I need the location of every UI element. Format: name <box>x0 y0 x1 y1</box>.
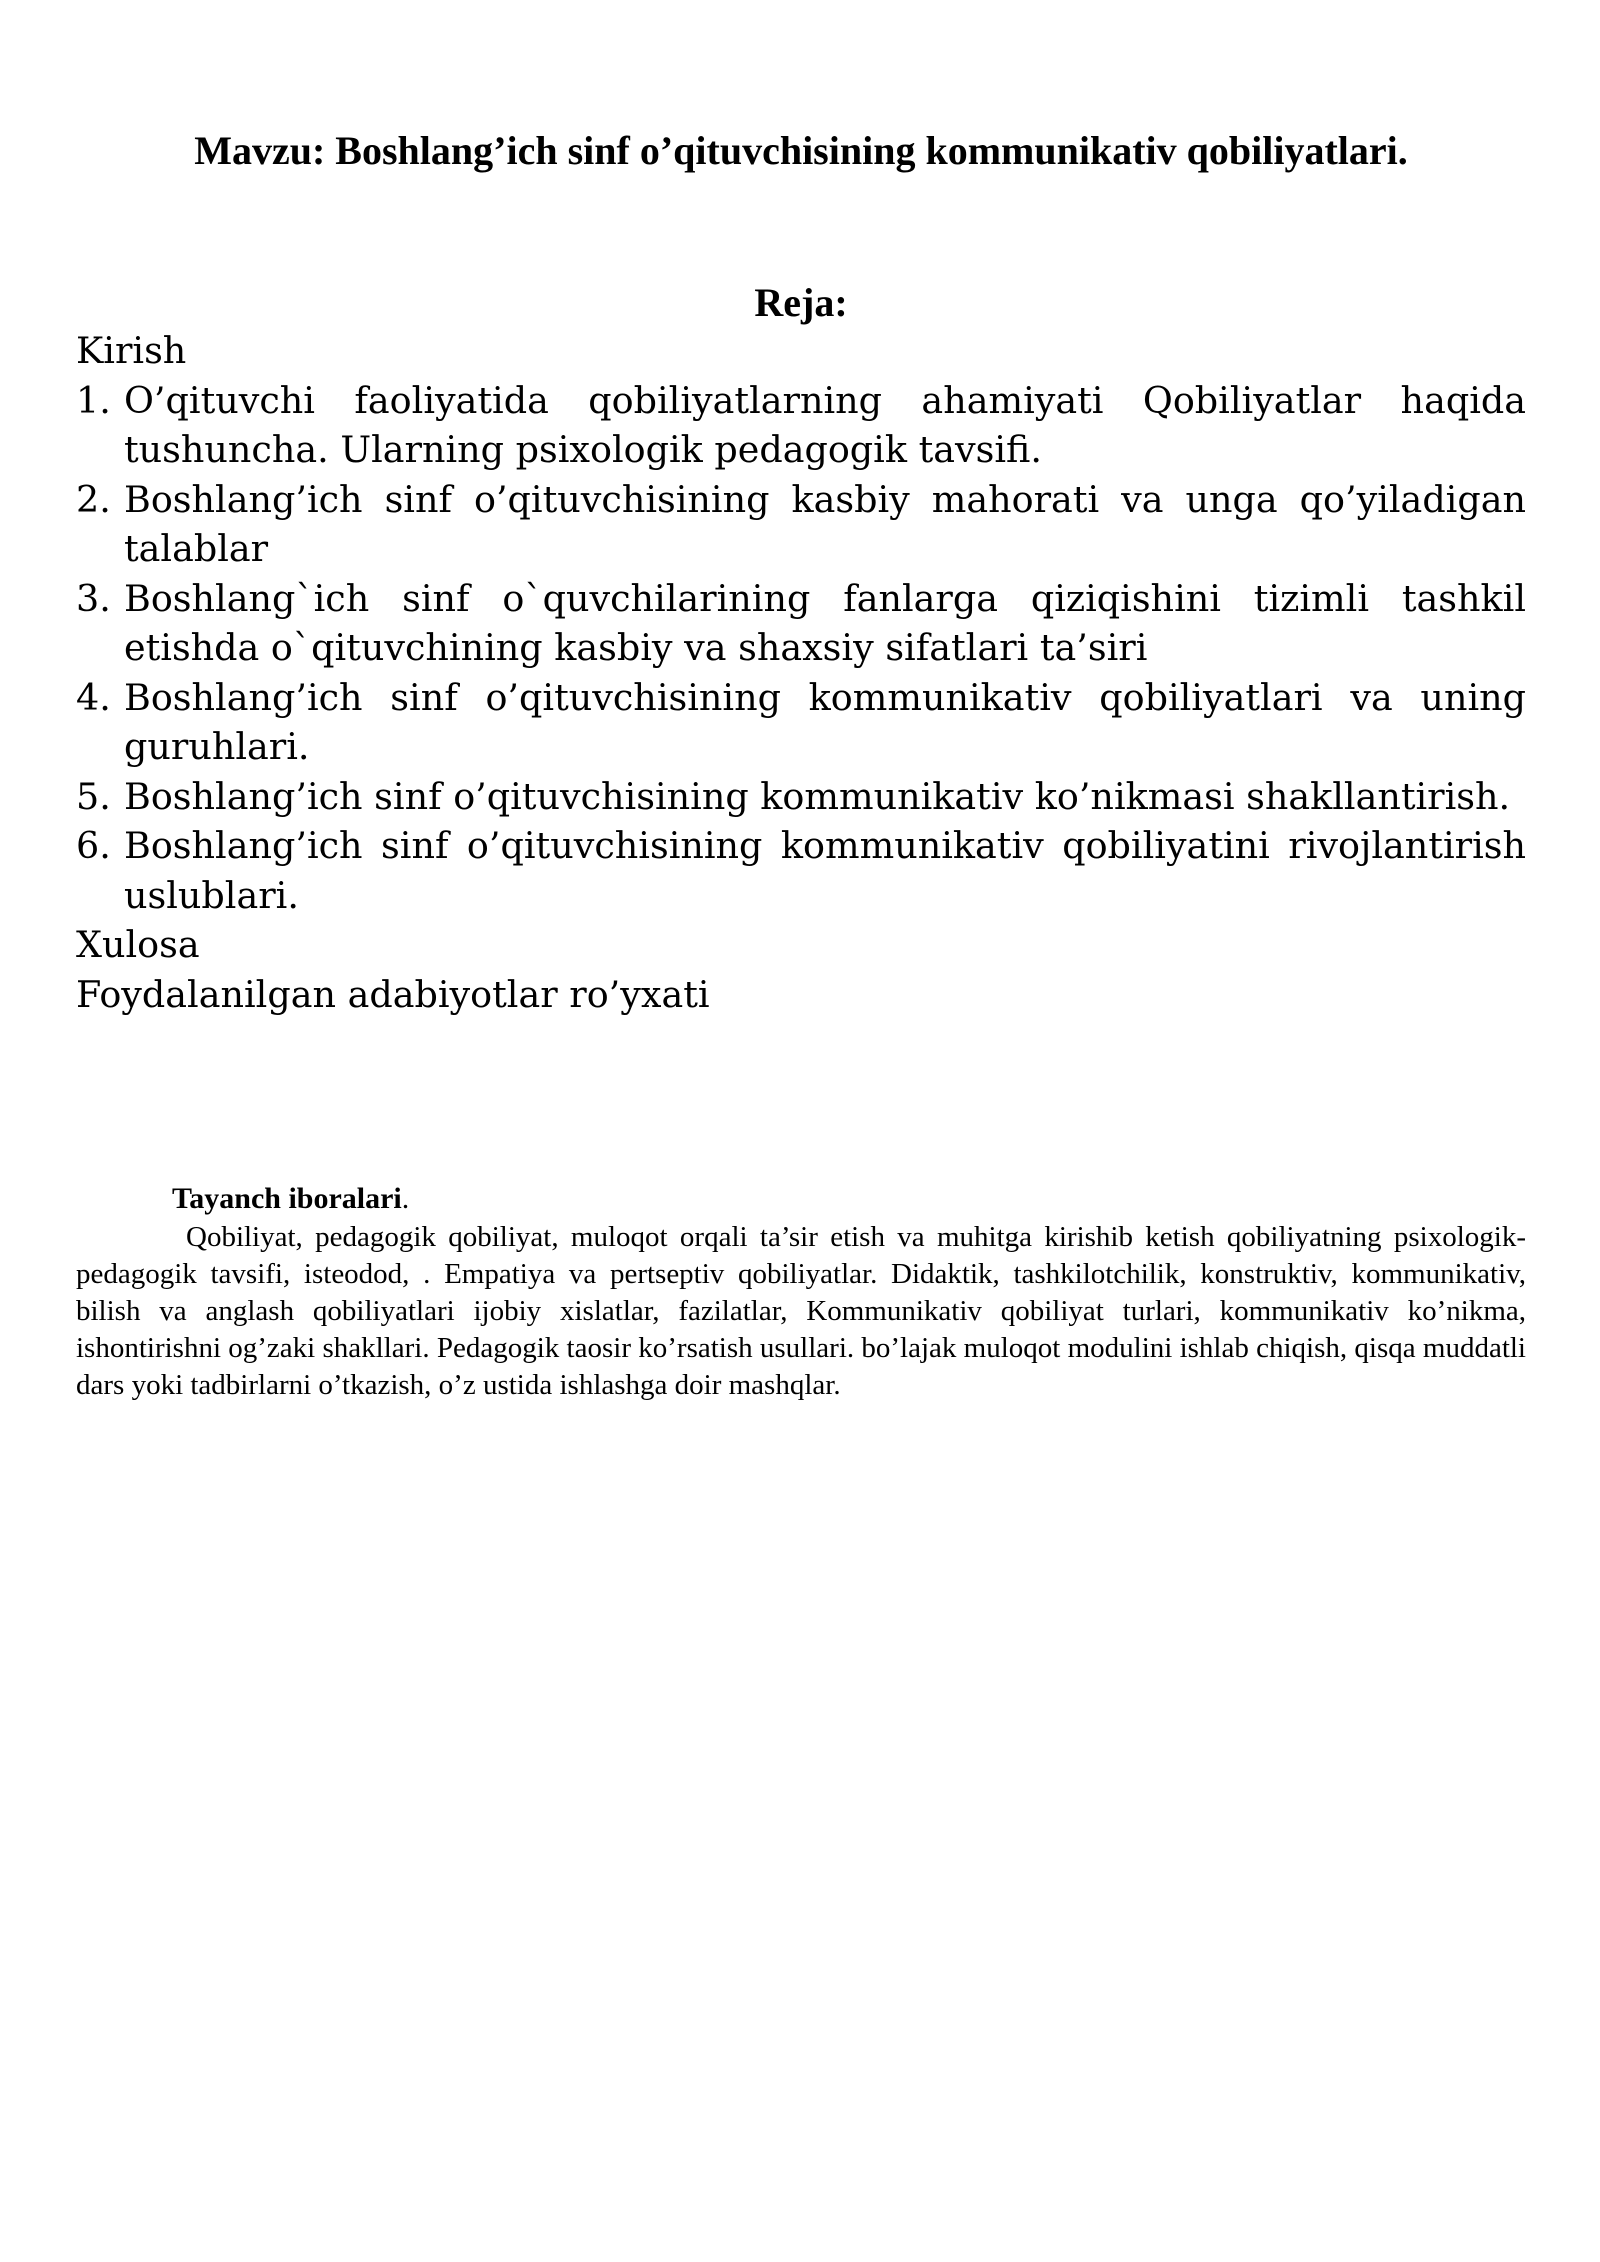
plan-item-text: Boshlang`ich sinf o`quvchilarining fanlarga qiziqishini tizimli tashkil etishda o`qituvchining kasbiy va shaxsiy sifatlari ta’siri <box>124 576 1526 669</box>
keywords-heading-label: Tayanch iboralari <box>172 1182 402 1215</box>
plan-conclusion: Xulosa <box>76 923 200 966</box>
keywords-heading-punct: . <box>401 1182 410 1215</box>
plan-item-text: Boshlang’ich sinf o’qituvchisining kasbiy mahorati va unga qo’yiladigan talablar <box>124 477 1526 570</box>
plan-item-number: 4. <box>76 675 111 719</box>
plan-item-text: Boshlang’ich sinf o’qituvchisining kommunikativ qobiliyatini rivojlantirish uslublari. <box>124 824 1526 917</box>
plan-item-number: 5. <box>76 774 111 818</box>
plan-list <box>76 376 1526 921</box>
plan-item-text: Boshlang’ich sinf o’qituvchisining kommunikativ qobiliyatlari va uning guruhlari. <box>124 675 1526 768</box>
plan-item-number: 1. <box>76 378 111 422</box>
plan-item-number: 6. <box>76 824 111 867</box>
plan-item <box>76 772 1526 822</box>
plan-heading: Reja: <box>754 280 848 325</box>
plan-item <box>76 673 1526 772</box>
plan-intro: Kirish <box>76 329 187 372</box>
plan-section <box>76 326 1526 1019</box>
plan-item-text: O’qituvchi faoliyatida qobiliyatlarning ahamiyati Qobiliyatlar haqida tushuncha. Ularning psixologik pedagogik tavsifi. <box>124 378 1526 471</box>
keywords-paragraph: Qobiliyat, pedagogik qobiliyat, muloqot orqali ta’sir etish va muhitga kirishib ketish qobiliyatning psixologik-pedagogik tavsifi, isteodod, . Empatiya va pertseptiv qobiliyatlar. Didaktik, tashkilotchilik, konstruktiv, kommunikativ, bilish va anglash qobiliyatlari ijobiy xislatlar, fazilatlar, Kommunikativ qobiliyat turlari, kommunikativ ko’nikma, ishontirishni og’zaki shakllari. Pedagogik taosir ko’rsatish usullari. bo’lajak muloqot modulini ishlab chiqish, qisqa muddatli dars yoki tadbirlarni o’tkazish, o’z ustida ishlashga doir mashqlar. <box>76 1221 1526 1401</box>
plan-item-text: Boshlang’ich sinf o’qituvchisining kommunikativ ko’nikmasi shakllantirish. <box>124 774 1511 818</box>
plan-item <box>76 574 1526 673</box>
plan-item-number: 2. <box>76 477 111 521</box>
plan-item <box>76 376 1526 475</box>
plan-item-number: 3. <box>76 576 111 620</box>
keywords-heading <box>172 1180 409 1218</box>
plan-item <box>76 475 1526 574</box>
document-title: Mavzu: Boshlang’ich sinf o’qituvchisining kommunikativ qobiliyatlari. <box>194 128 1408 173</box>
plan-references: Foydalanilgan adabiyotlar ro’yxati <box>76 972 710 1016</box>
plan-item <box>76 821 1526 920</box>
